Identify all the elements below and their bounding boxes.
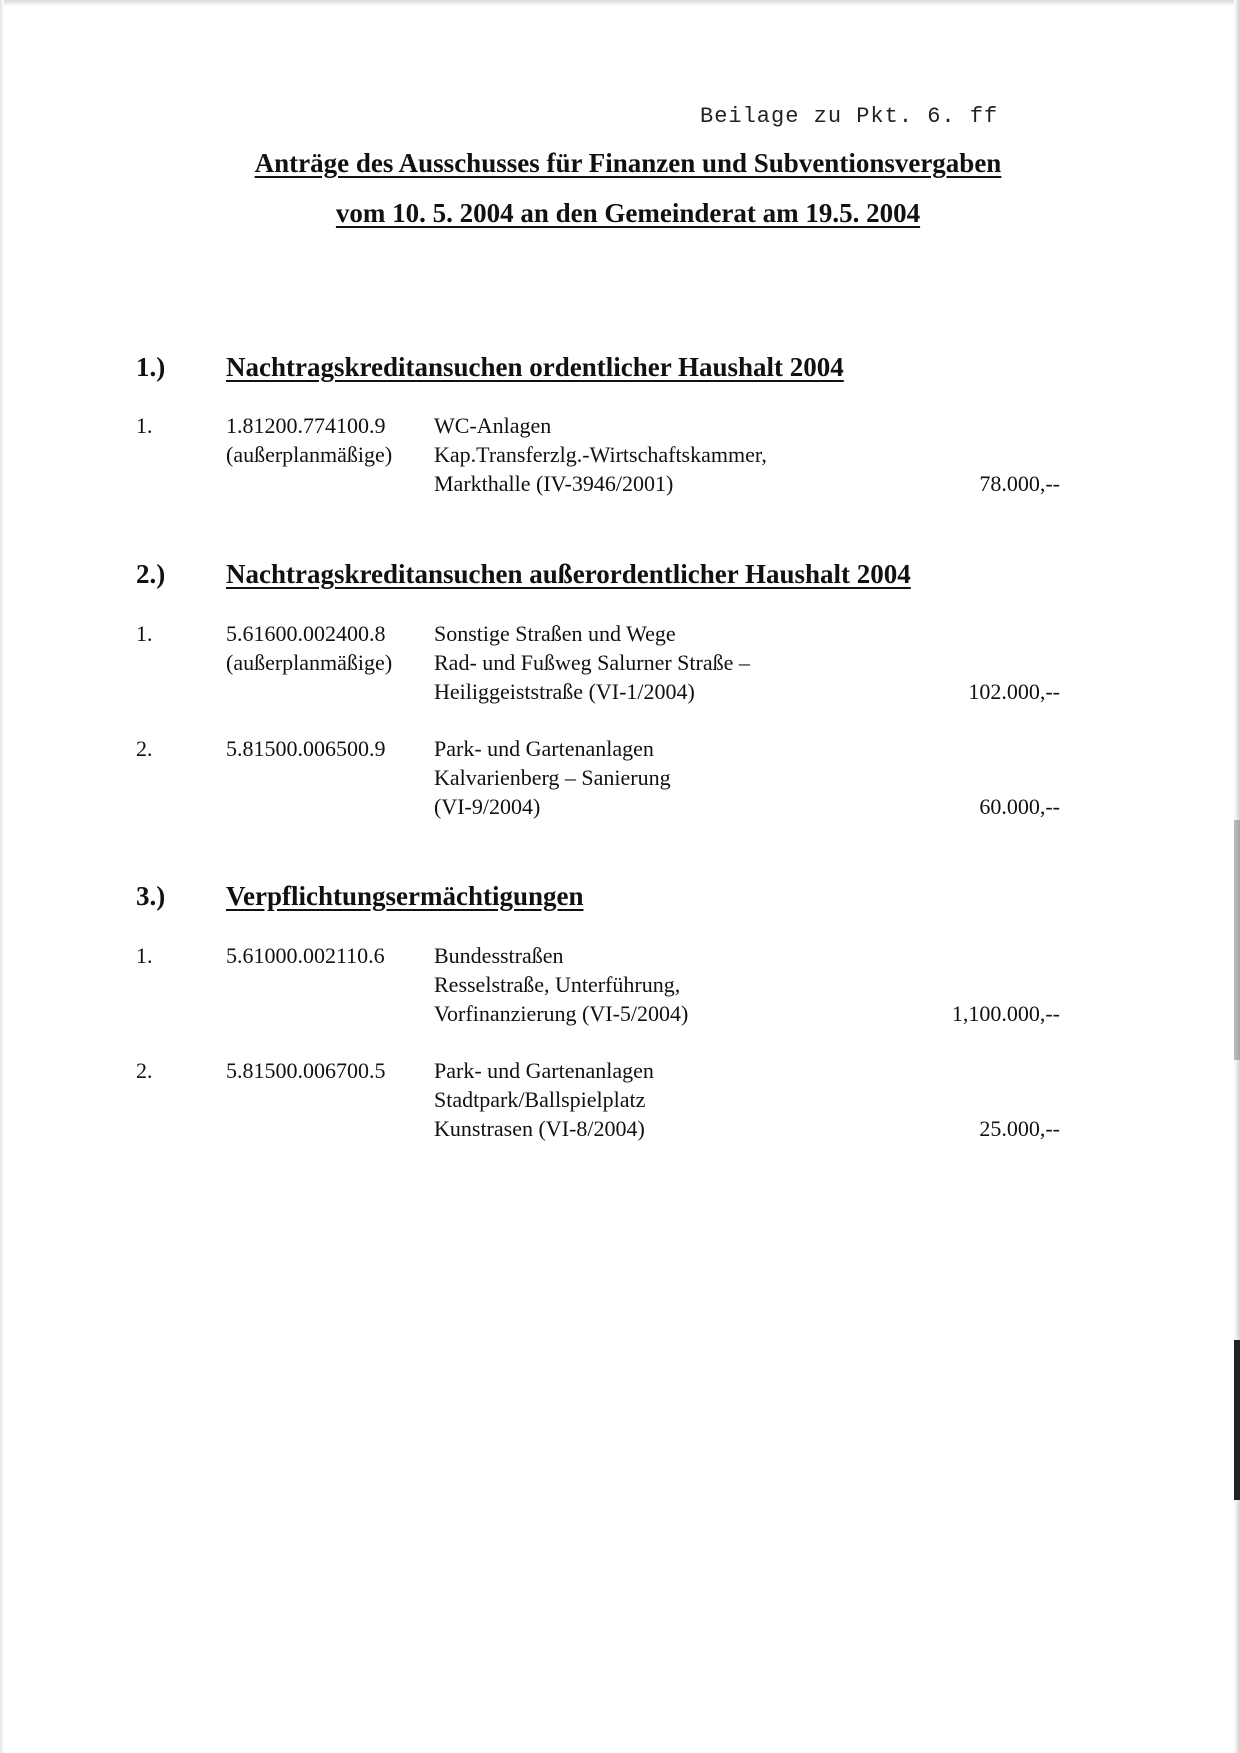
section-title: Nachtragskreditansuchen ordentlicher Haushalt 2004 (226, 352, 844, 382)
description-line: Rad- und Fußweg Salurner Straße – (434, 650, 750, 675)
attachment-reference: Beilage zu Pkt. 6. ff (700, 104, 999, 129)
entry-amount: 102.000,-- (968, 679, 1060, 704)
entry-index: 1. (136, 621, 153, 646)
scan-edge-top (0, 0, 1240, 6)
description-line: Bundesstraßen (434, 943, 564, 968)
entry-index: 2. (136, 736, 153, 761)
entry-amount: 60.000,-- (979, 794, 1060, 819)
account-number: 5.61000.002110.6 (226, 943, 385, 968)
description-line: Kunstrasen (VI-8/2004) (434, 1116, 645, 1141)
scan-shadow (1234, 1340, 1240, 1500)
entry-amount: 1,100.000,-- (951, 1001, 1060, 1026)
entry-amount: 78.000,-- (979, 471, 1060, 496)
entry-description (434, 941, 688, 1028)
entry-index: 2. (136, 1058, 153, 1083)
account-number: 5.81500.006500.9 (226, 736, 386, 761)
entry-index: 1. (136, 413, 153, 438)
description-line: Sonstige Straßen und Wege (434, 621, 676, 646)
description-line: Markthalle (IV-3946/2001) (434, 471, 674, 496)
description-line: Kap.Transferzlg.-Wirtschaftskammer, (434, 442, 767, 467)
entry-description (434, 734, 671, 821)
description-line: Vorfinanzierung (VI-5/2004) (434, 1001, 689, 1026)
account-number: 1.81200.774100.9 (226, 413, 386, 438)
description-line: Stadtpark/Ballspielplatz (434, 1087, 646, 1112)
entry-amount: 25.000,-- (979, 1116, 1060, 1141)
entry-description (434, 411, 767, 498)
account-note: (außerplanmäßige) (226, 442, 393, 467)
account-note: (außerplanmäßige) (226, 650, 393, 675)
description-line: Heiliggeiststraße (VI-1/2004) (434, 679, 695, 704)
account-number: 5.81500.006700.5 (226, 1058, 386, 1083)
section-title: Verpflichtungsermächtigungen (226, 881, 584, 911)
scan-edge-left (0, 0, 4, 1753)
description-line: Park- und Gartenanlagen (434, 736, 654, 761)
description-line: Kalvarienberg – Sanierung (434, 765, 671, 790)
section-title: Nachtragskreditansuchen außerordentlicher Haushalt 2004 (226, 559, 911, 589)
description-line: (VI-9/2004) (434, 794, 541, 819)
section-number: 1.) (136, 352, 166, 382)
entry-index: 1. (136, 943, 153, 968)
section-number: 3.) (136, 881, 166, 911)
scan-shadow (1234, 820, 1240, 1060)
entry-description (434, 619, 750, 706)
document-subtitle: vom 10. 5. 2004 an den Gemeinderat am 19.5. 2004 (335, 198, 921, 228)
entry-description (434, 1056, 654, 1143)
section-number: 2.) (136, 559, 166, 589)
document-title: Anträge des Ausschusses für Finanzen und Subventionsvergaben (254, 148, 1002, 178)
description-line: WC-Anlagen (434, 413, 552, 438)
description-line: Park- und Gartenanlagen (434, 1058, 654, 1083)
description-line: Resselstraße, Unterführung, (434, 972, 681, 997)
account-number: 5.61600.002400.8 (226, 621, 386, 646)
